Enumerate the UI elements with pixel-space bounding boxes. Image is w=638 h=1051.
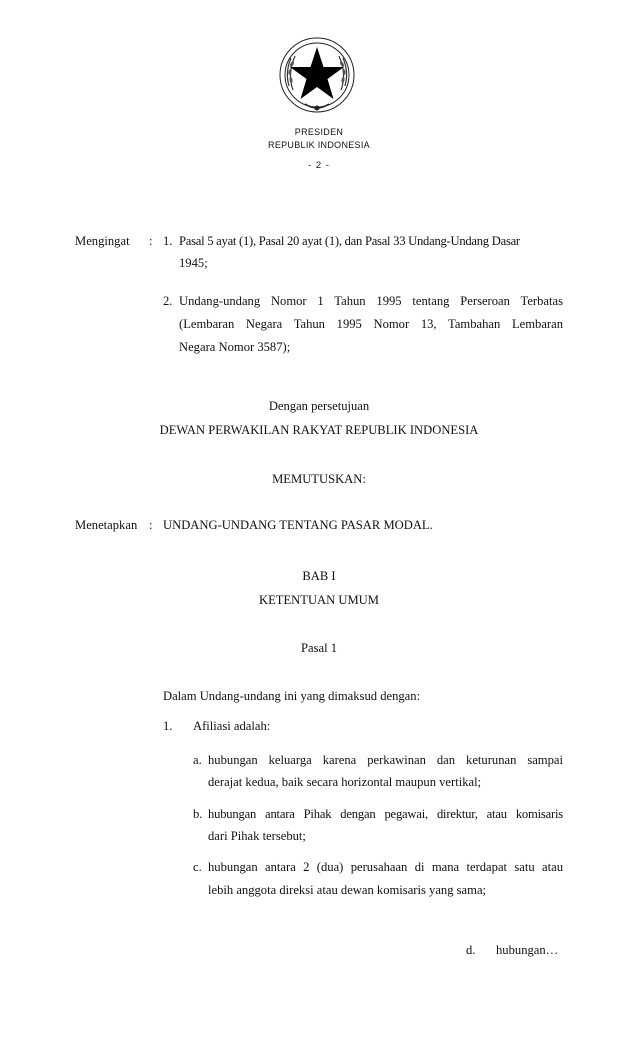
sub-c-line-2: lebih anggota direksi atau dewan komisaris yang sama; xyxy=(208,883,487,897)
sub-c-line-1: hubungan antara 2 (dua) perusahaan di mana terdapat satu atau xyxy=(208,860,563,874)
definition-term: Afiliasi adalah: xyxy=(193,719,271,733)
footer-continuation: hubungan… xyxy=(496,943,559,957)
mengingat-item-2-continuation-2: Negara Nomor 3587); xyxy=(179,340,291,354)
mengingat-item-1-text: Pasal 5 ayat (1), Pasal 20 ayat (1), dan Pasal 33 Undang-Undang Dasar xyxy=(179,234,520,248)
mengingat-item-2-number: 2. xyxy=(163,294,173,308)
mengingat-item-1-number: 1. xyxy=(163,234,173,248)
sub-b-line-2: dari Pihak tersebut; xyxy=(208,829,306,843)
memutuskan-heading: MEMUTUSKAN: xyxy=(272,472,366,486)
sub-c-letter: c. xyxy=(193,860,202,874)
header-republik: REPUBLIK INDONESIA xyxy=(268,140,370,150)
intro-text: Dalam Undang-undang ini yang dimaksud dengan: xyxy=(163,689,421,703)
sub-a-line-2: derajat kedua, baik secara horizontal maupun vertikal; xyxy=(208,775,482,789)
mengingat-item-2-continuation-1: (Lembaran Negara Tahun 1995 Nomor 13, Tambahan Lembaran xyxy=(179,317,563,331)
garuda-emblem-icon xyxy=(275,34,359,118)
sub-b-line-1: hubungan antara Pihak dengan pegawai, direktur, atau komisaris xyxy=(208,807,563,821)
mengingat-label: Mengingat xyxy=(75,234,130,248)
page-number: - 2 - xyxy=(308,160,330,171)
mengingat-item-1-continuation: 1945; xyxy=(179,256,208,270)
pasal-heading: Pasal 1 xyxy=(300,641,338,655)
bab-title: KETENTUAN UMUM xyxy=(259,593,379,607)
mengingat-colon: : xyxy=(149,234,153,248)
dpr-line: DEWAN PERWAKILAN RAKYAT REPUBLIK INDONESIA xyxy=(159,423,479,437)
header-presiden: PRESIDEN xyxy=(294,127,344,137)
definition-number: 1. xyxy=(163,719,173,733)
sub-b-letter: b. xyxy=(193,807,203,821)
bab-number: BAB I xyxy=(302,569,336,583)
persetujuan-line: Dengan persetujuan xyxy=(268,399,370,413)
footer-letter: d. xyxy=(466,943,476,957)
sub-a-letter: a. xyxy=(193,753,202,767)
sub-a-line-1: hubungan keluarga karena perkawinan dan keturunan sampai xyxy=(208,753,563,767)
menetapkan-colon: : xyxy=(149,518,153,532)
mengingat-item-2-text: Undang-undang Nomor 1 Tahun 1995 tentang Perseroan Terbatas xyxy=(179,294,563,308)
menetapkan-label: Menetapkan xyxy=(75,518,138,532)
menetapkan-text: UNDANG-UNDANG TENTANG PASAR MODAL. xyxy=(163,518,433,532)
